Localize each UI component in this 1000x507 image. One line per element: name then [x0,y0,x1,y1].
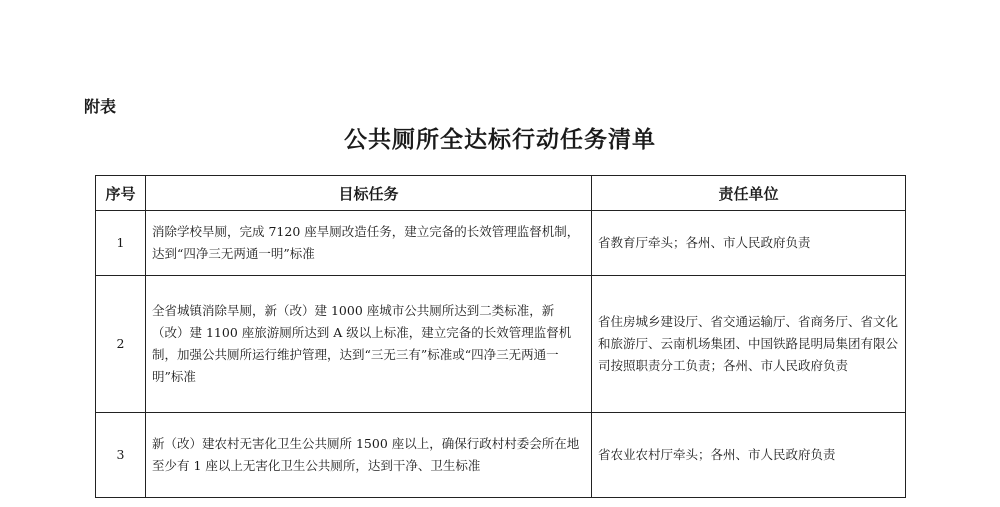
task-table [95,175,906,498]
header-index: 序号 [96,176,146,211]
row-unit: 省农业农村厅牵头；各州、市人民政府负责 [592,413,906,498]
row-unit: 省住房城乡建设厅、省交通运输厅、省商务厅、省文化和旅游厅、云南机场集团、中国铁路昆明局集团有限公司按照职责分工负责；各州、市人民政府负责 [592,276,906,413]
appendix-label: 附表 [84,97,117,116]
row-task: 全省城镇消除旱厕，新（改）建 1000 座城市公共厕所达到二类标准，新（改）建 1100 座旅游厕所达到 A 级以上标准，建立完备的长效管理监督机制，加强公共厕所运行维护管理，达到“三无三有”标准或“四净三无两通一明”标准 [146,276,592,413]
row-index: 1 [96,211,146,276]
row-unit: 省教育厅牵头；各州、市人民政府负责 [592,211,906,276]
table-row [96,276,906,413]
row-index: 2 [96,276,146,413]
header-unit: 责任单位 [592,176,906,211]
table-row [96,413,906,498]
row-task: 新（改）建农村无害化卫生公共厕所 1500 座以上，确保行政村村委会所在地至少有 1 座以上无害化卫生公共厕所，达到干净、卫生标准 [146,413,592,498]
header-task: 目标任务 [146,176,592,211]
row-index: 3 [96,413,146,498]
row-task: 消除学校旱厕，完成 7120 座旱厕改造任务，建立完备的长效管理监督机制，达到“四净三无两通一明”标准 [146,211,592,276]
document-title: 公共厕所全达标行动任务清单 [344,126,656,153]
table-row [96,211,906,276]
table-header-row [96,176,906,211]
